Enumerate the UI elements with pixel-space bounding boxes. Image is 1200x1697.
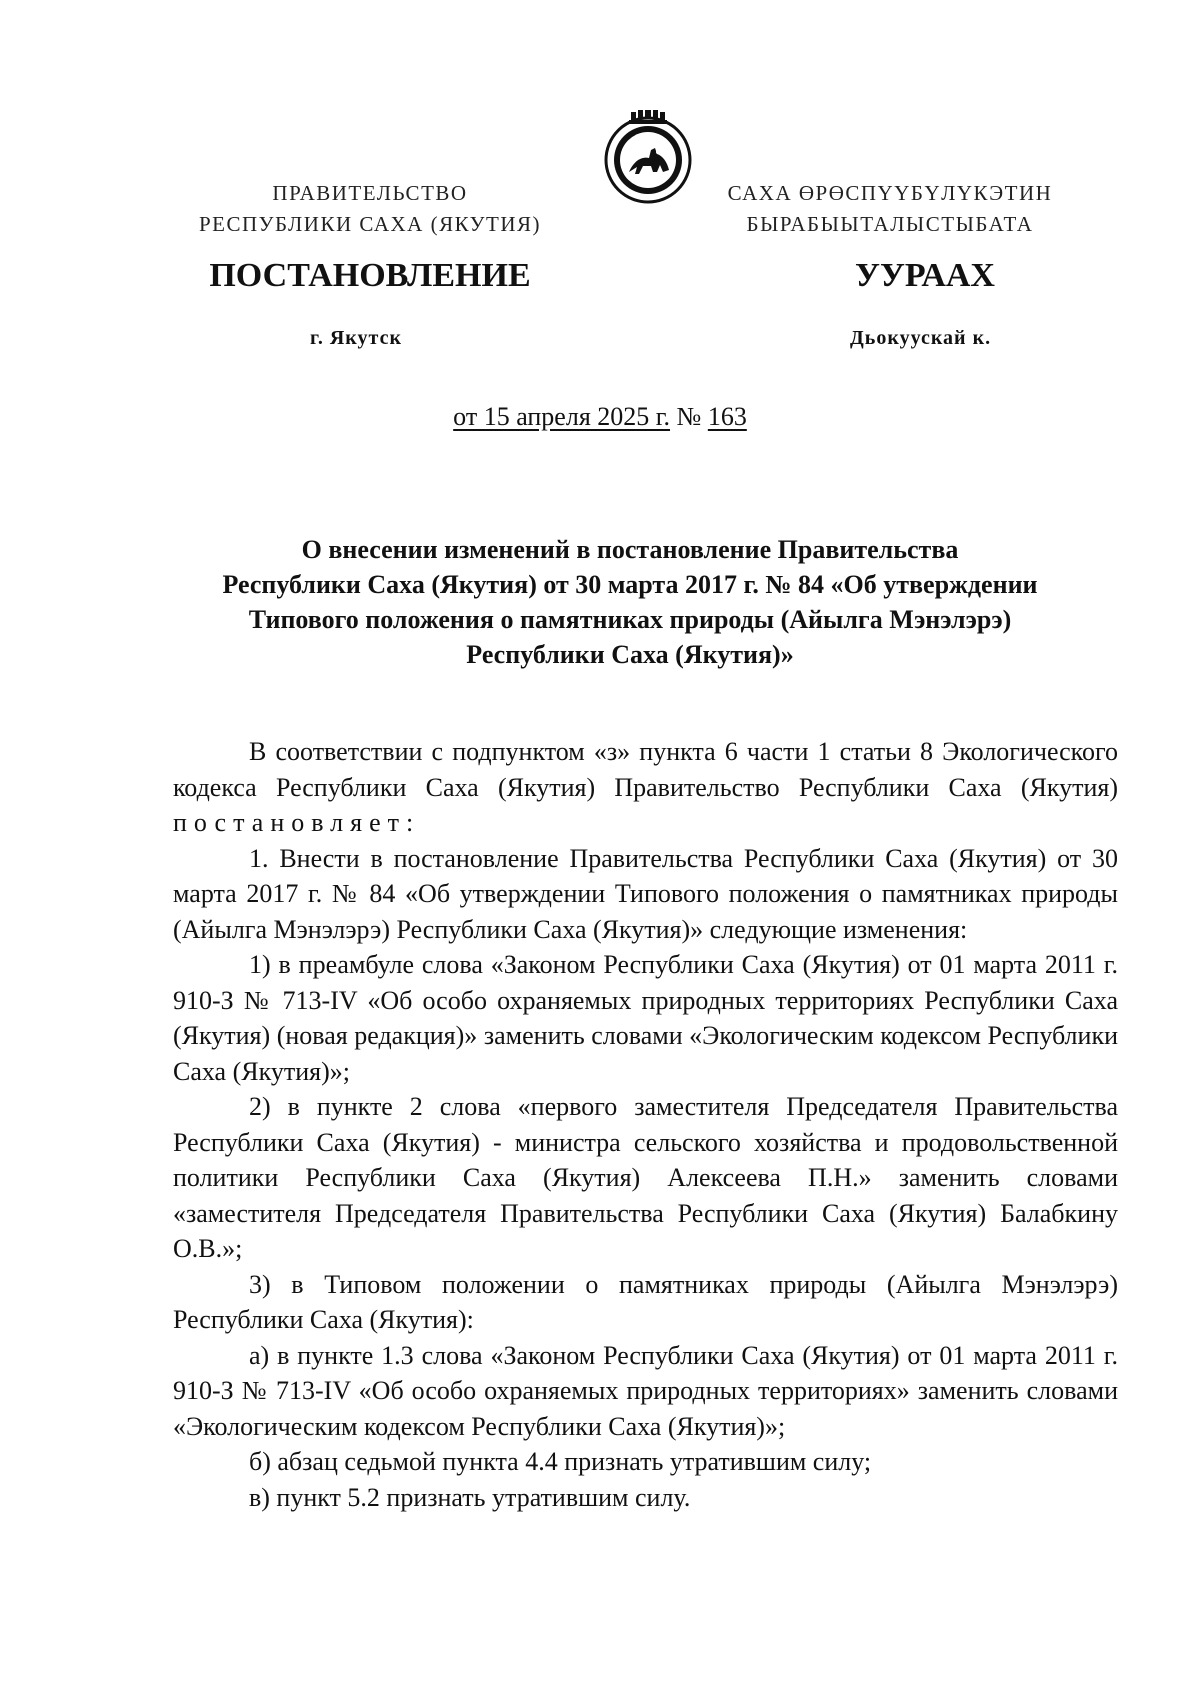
subparagraph-3: 3) в Типовом положении о памятниках природы (Айылга Мэнэлэрэ) Республики Саха (Якутия): (173, 1269, 1118, 1334)
city-ru: г. Якутск (310, 327, 402, 349)
document-title (170, 532, 1090, 672)
title-line: Республики Саха (Якутия)» (466, 640, 794, 669)
date-number-line (0, 402, 1200, 432)
header-left-line2: РЕСПУБЛИКИ САХА (ЯКУТИЯ) (198, 212, 542, 236)
subparagraph-2: 2) в пункте 2 слова «первого заместителя Председателя Правительства Республики Саха (Якутия) - министра сельского хозяйства и продовольственной политики Республики Саха (Якутия) Алексеева П.Н.» заменить словами «заместителя Председателя Правительства Республики Саха (Якутия) Балабкину О.В.»; (173, 1092, 1118, 1263)
subparagraph-3b: б) абзац седьмой пункта 4.4 признать утратившим силу; (249, 1447, 872, 1476)
preamble-paragraph (173, 734, 1118, 841)
coat-of-arms-emblem-icon (603, 110, 693, 204)
title-line: Республики Саха (Якутия) от 30 марта 2017 г. № 84 «Об утверждении (222, 570, 1038, 599)
decree-number: 163 (707, 402, 747, 431)
decree-title-ru: ПОСТАНОВЛЕНИЕ (209, 257, 531, 294)
title-line: О внесении изменений в постановление Правительства (301, 535, 959, 564)
subparagraph-3c: в) пункт 5.2 признать утратившим силу. (249, 1482, 691, 1512)
header-right-line1: САХА ӨРӨСПҮҮБҮЛҮКЭТИН (727, 181, 1053, 205)
subparagraph-3a: а) в пункте 1.3 слова «Законом Республики Саха (Якутия) от 01 марта 2011 г. 910-З № 713-IV «Об особо охраняемых природных территориях» заменить словами «Экологическим кодексом Республики Саха (Якутия)»; (173, 1340, 1118, 1441)
header-left-ru (160, 178, 580, 240)
title-line: Типового положения о памятниках природы (Айылга Мэнэлэрэ) (248, 605, 1012, 634)
header-left-line1: ПРАВИТЕЛЬСТВО (272, 181, 468, 205)
subparagraph-1: 1) в преамбуле слова «Законом Республики Саха (Якутия) от 01 марта 2011 г. 910-З № 713-IV «Об особо охраняемых природных территориях Республики Саха (Якутия) (новая редакция)» заменить словами «Экологическим кодексом Республики Саха (Якутия)»; (173, 950, 1118, 1086)
header-right-line2: БЫРАБЫЫТАЛЫСТЫБАТА (746, 212, 1034, 236)
city-sakha: Дьокуускай к. (850, 327, 992, 349)
number-sign: № (676, 402, 702, 431)
header-right-sakha (695, 178, 1085, 240)
decree-title-sakha: УУРААХ (855, 257, 995, 294)
decrees-word: постановляет: (173, 808, 421, 837)
document-body (173, 734, 1118, 1515)
paragraph-1: 1. Внести в постановление Правительства Республики Саха (Якутия) от 30 марта 2017 г. № 84 «Об утверждении Типового положения о памятниках природы (Айылга Мэнэлэрэ) Республики Саха (Якутия)» следующие изменения: (173, 843, 1118, 944)
preamble-text: В соответствии с подпунктом «з» пункта 6 части 1 статьи 8 Экологического кодекса Республики Саха (Якутия) Правительство Республики Саха (Якутия) (173, 737, 1118, 802)
decree-date: от 15 апреля 2025 г. (453, 402, 671, 431)
